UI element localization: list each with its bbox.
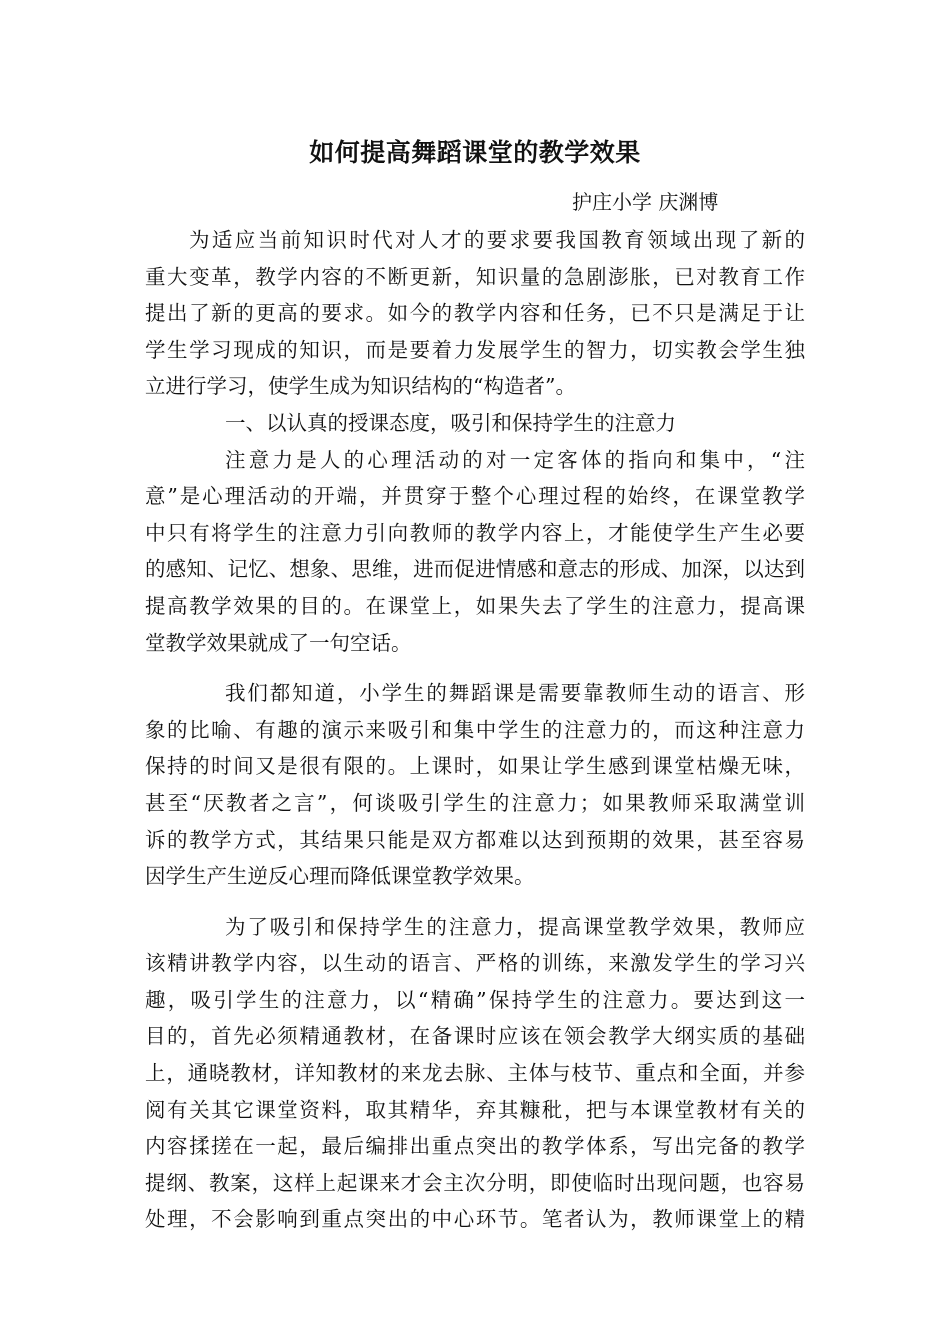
text-line: 提纲、教案，这样上起课来才会主次分明，即使临时出现问题，也容易: [145, 1170, 805, 1195]
text-line: 为适应当前知识时代对人才的要求要我国教育领域出现了新的: [189, 228, 805, 252]
text-line: 因学生产生逆反心理而降低课堂教学效果。: [145, 864, 535, 889]
text-line: 象的比喻、有趣的演示来吸引和集中学生的注意力的，而这种注意力: [145, 717, 805, 742]
text-line: 立进行学习，使学生成为知识结构的“构造者”。: [145, 374, 576, 399]
text-line: 中只有将学生的注意力引向教师的教学内容上，才能使学生产生必要: [145, 520, 805, 545]
text-line: 处理，不会影响到重点突出的中心环节。笔者认为，教师课堂上的精: [145, 1207, 805, 1232]
text-line: 注意力是人的心理活动的对一定客体的指向和集中，“注: [225, 447, 805, 472]
author-line: 护庄小学 庆渊博: [572, 190, 719, 214]
text-line: 我们都知道，小学生的舞蹈课是需要靠教师生动的语言、形: [225, 681, 805, 706]
text-line: 保持的时间又是很有限的。上课时，如果让学生感到课堂枯燥无味，: [145, 754, 805, 779]
text-line: 诉的教学方式，其结果只能是双方都难以达到预期的效果，甚至容易: [145, 827, 805, 852]
text-line: 内容揉搓在一起，最后编排出重点突出的教学体系，写出完备的教学: [145, 1134, 805, 1159]
text-line: 学生学习现成的知识，而是要着力发展学生的智力，切实教会学生独: [145, 337, 805, 362]
text-line: 意”是心理活动的开端，并贯穿于整个心理过程的始终，在课堂教学: [145, 484, 805, 509]
text-line: 提高教学效果的目的。在课堂上，如果失去了学生的注意力，提高课: [145, 593, 805, 618]
paragraph-dance-class: [145, 675, 805, 895]
paragraph-gap: [145, 895, 805, 909]
text-line: 甚至“厌教者之言”，何谈吸引学生的注意力；如果教师采取满堂训: [145, 790, 805, 815]
paragraph-intro: [145, 222, 805, 405]
text-line: 目的，首先必须精通教材，在备课时应该在领会教学大纲实质的基础: [145, 1024, 805, 1049]
text-line: 为了吸引和保持学生的注意力，提高课堂教学效果，教师应: [225, 914, 805, 939]
text-line: 堂教学效果就成了一句空话。: [145, 630, 412, 655]
text-line: 重大变革，教学内容的不断更新，知识量的急剧澎胀，已对教育工作: [145, 264, 805, 289]
paragraph-teaching-method: [145, 909, 805, 1238]
text-line: 趣，吸引学生的注意力，以“精确”保持学生的注意力。要达到这一: [145, 987, 805, 1012]
paragraph-attention: [145, 442, 805, 662]
paragraph-gap: [145, 661, 805, 675]
section-heading: [145, 405, 805, 442]
section-heading-text: 一、以认真的授课态度，吸引和保持学生的注意力: [225, 410, 676, 435]
text-line: 的感知、记忆、想象、思维，进而促进情感和意志的形成、加深，以达到: [145, 557, 805, 582]
document-body: [145, 222, 805, 1238]
text-line: 该精讲教学内容，以生动的语言、严格的训练，来激发学生的学习兴: [145, 951, 805, 976]
text-line: 提出了新的更高的要求。如今的教学内容和任务，已不只是满足于让: [145, 301, 805, 326]
text-line: 阅有关其它课堂资料，取其精华，弃其糠秕，把与本课堂教材有关的: [145, 1097, 805, 1122]
document-title: 如何提高舞蹈课堂的教学效果: [309, 138, 641, 167]
text-line: 上，通晓教材，详知教材的来龙去脉、主体与枝节、重点和全面，并参: [145, 1061, 805, 1086]
